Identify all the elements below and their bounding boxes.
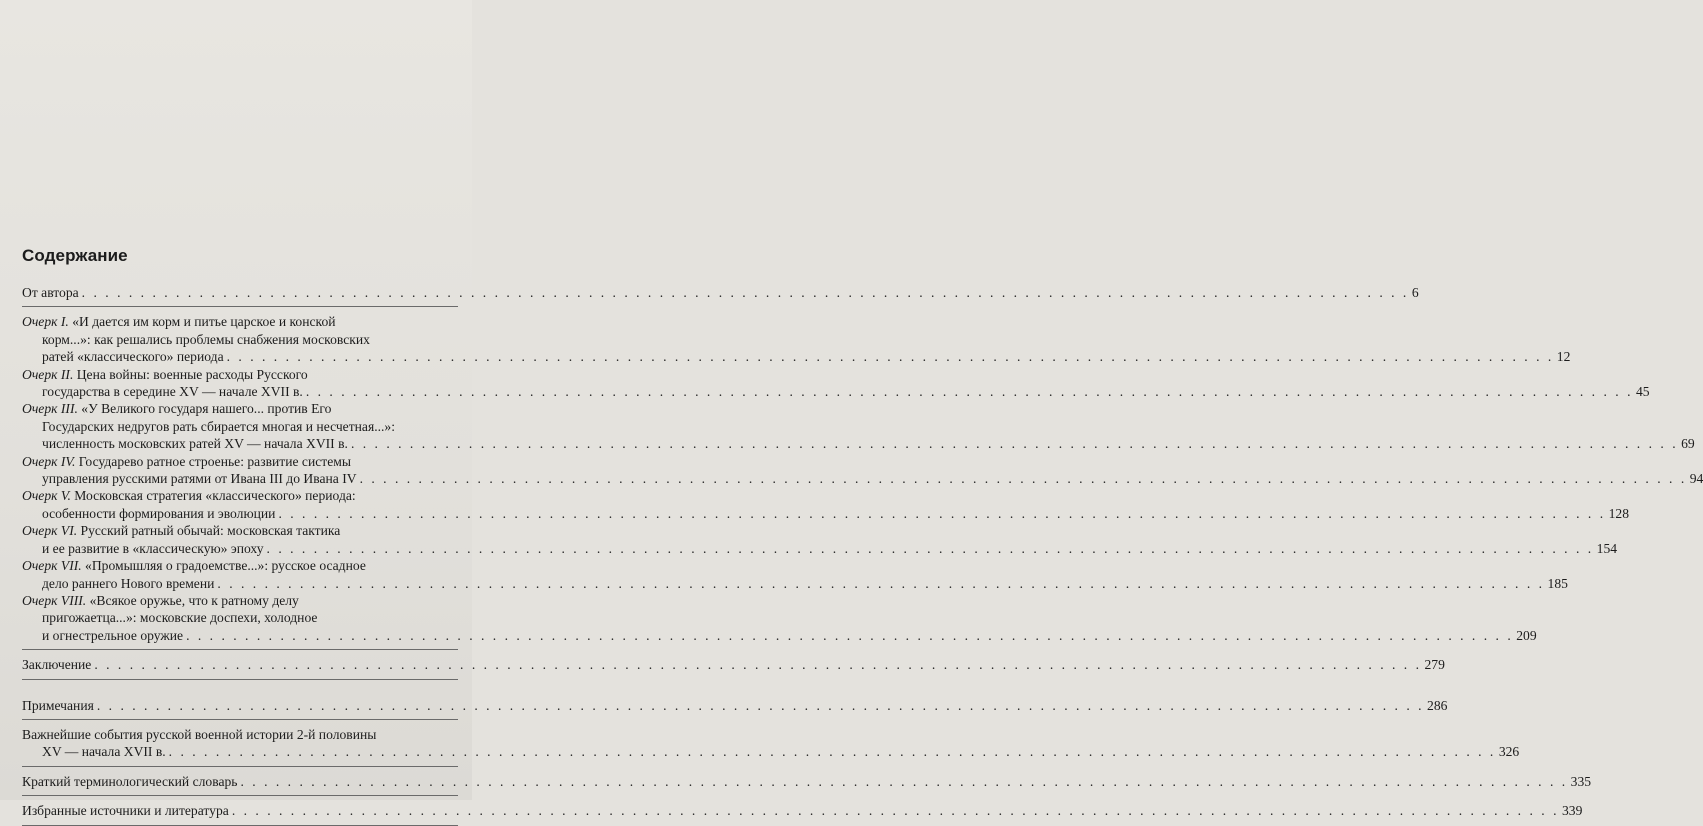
toc-entry-author <box>22 284 1419 301</box>
toc-entry-title: управления русскими ратями от Ивана III до Ивана IV <box>42 471 357 487</box>
toc-entry-title: Государево ратное строенье: развитие системы <box>75 453 351 469</box>
toc-entry-title: «У Великого государя нашего... против Его <box>77 401 332 417</box>
toc-line: Государских недругов рать сбирается многая и несчетная...»: <box>42 418 395 434</box>
toc-entry-essay-8 <box>22 592 1537 644</box>
divider <box>22 825 458 826</box>
divider <box>22 795 458 796</box>
toc-line: Важнейшие события русской военной истории 2-й половины <box>22 726 377 742</box>
toc-entry-title: Заключение <box>22 657 92 673</box>
toc-entry-essay-1 <box>22 313 1571 365</box>
toc-line <box>22 743 1520 760</box>
leader-dots <box>267 540 1594 557</box>
toc-line <box>22 540 1618 557</box>
page-number: 279 <box>1424 657 1445 673</box>
essay-number: Очерк V. <box>22 488 71 504</box>
leader-dots <box>360 470 1687 487</box>
toc-line <box>22 348 1571 365</box>
page-number: 185 <box>1547 575 1568 591</box>
divider <box>22 649 458 650</box>
toc-line <box>22 284 1419 301</box>
leader-dots <box>240 773 1567 790</box>
leader-dots <box>186 627 1513 644</box>
toc-entry-title: От автора <box>22 285 79 300</box>
page-number: 45 <box>1635 384 1650 400</box>
toc-entry-title: численность московских ратей XV — начала XVII в. <box>42 436 348 452</box>
toc-entry-essay-2 <box>22 366 1650 401</box>
page-number: 69 <box>1681 436 1695 452</box>
toc-entry-events <box>22 726 1520 761</box>
toc-line <box>22 453 458 470</box>
toc-entry-essay-6 <box>22 522 1618 557</box>
toc-entry-title: дело раннего Нового времени <box>42 575 215 591</box>
page-title: Содержание <box>22 246 128 265</box>
toc-entry-title: государства в середине XV — начале XVII в. <box>42 384 303 400</box>
toc-entry-title: Избранные источники и литература <box>22 803 229 819</box>
toc-entry-notes <box>22 697 1448 714</box>
toc-line <box>22 802 1583 819</box>
toc-entry-title: Цена войны: военные расходы Русского <box>73 366 308 382</box>
toc-entry-title: и ее развитие в «классическую» эпоху <box>42 540 264 556</box>
toc-line <box>22 470 1703 487</box>
toc-entry-title: ратей «классического» периода <box>42 349 224 365</box>
essay-number: Очерк I. <box>22 314 69 330</box>
toc-entry-title: Примечания <box>22 697 94 713</box>
toc-line <box>22 773 1592 790</box>
essay-number: Очерк III. <box>22 401 78 417</box>
page-number: 286 <box>1427 697 1448 713</box>
toc-entry-essay-5 <box>22 487 1629 522</box>
leader-dots <box>94 656 1421 673</box>
toc-entry-conclusion <box>22 656 1445 673</box>
toc-entry-title: и огнестрельное оружие <box>42 627 184 643</box>
divider <box>22 679 458 680</box>
leader-dots <box>278 505 1605 522</box>
page-number: 209 <box>1516 627 1537 643</box>
toc-entry-title: «Промышляя о градоемстве...»: русское осадное <box>81 558 366 574</box>
toc-line: корм...»: как решались проблемы снабжения московских <box>42 331 370 347</box>
page-number: 6 <box>1411 285 1419 300</box>
divider <box>22 306 458 307</box>
toc-entry-title: особенности формирования и эволюции <box>42 505 276 521</box>
toc-line <box>22 435 1695 452</box>
toc-line <box>22 557 458 574</box>
page-number: 128 <box>1608 505 1629 521</box>
toc-entry-title: XV — начала XVII в. <box>42 744 166 760</box>
leader-dots <box>232 802 1559 819</box>
toc-entry-title: Краткий терминологический словарь <box>22 773 238 789</box>
essay-number: Очерк II. <box>22 366 74 382</box>
toc-line <box>22 383 1650 400</box>
page-number: 94 <box>1689 471 1703 487</box>
toc-line <box>22 592 458 609</box>
divider <box>22 766 458 767</box>
toc-entry-title: «Всякое оружье, что к ратному делу <box>86 592 299 608</box>
toc-entry-title: Московская стратегия «классического» периода: <box>70 488 356 504</box>
table-of-contents <box>22 284 1703 826</box>
page-number: 339 <box>1561 803 1583 819</box>
toc-line <box>22 505 1629 522</box>
toc-line <box>22 656 1445 673</box>
toc-line <box>22 522 458 539</box>
toc-line <box>22 697 1448 714</box>
essay-number: Очерк VI. <box>22 523 78 539</box>
toc-line <box>22 313 458 330</box>
toc-entry-essay-7 <box>22 557 1568 592</box>
divider <box>22 719 458 720</box>
toc-entry-title: Русский ратный обычай: московская тактика <box>77 523 341 539</box>
toc-entry-title: «И дается им корм и питье царское и конской <box>68 314 336 330</box>
page-number: 12 <box>1556 349 1571 365</box>
page-number: 335 <box>1570 773 1592 789</box>
toc-entry-essay-4 <box>22 453 1703 488</box>
essay-number: Очерк VIII. <box>22 592 87 608</box>
essay-number: Очерк VII. <box>22 558 82 574</box>
leader-dots <box>82 284 1409 301</box>
essay-number: Очерк IV. <box>22 453 76 469</box>
leader-dots <box>217 575 1544 592</box>
toc-line <box>22 627 1537 644</box>
leader-dots <box>97 697 1424 714</box>
toc-line <box>22 366 458 383</box>
toc-entry-sources <box>22 802 1583 819</box>
toc-line <box>22 487 458 504</box>
page-number: 326 <box>1498 744 1520 760</box>
toc-line: пригожаетца...»: московские доспехи, холодное <box>42 610 318 626</box>
leader-dots <box>351 435 1678 452</box>
leader-dots <box>227 348 1554 365</box>
page-number: 154 <box>1596 540 1618 556</box>
toc-entry-glossary <box>22 773 1592 790</box>
toc-line <box>22 575 1568 592</box>
leader-dots <box>169 743 1496 760</box>
leader-dots <box>306 383 1633 400</box>
toc-entry-essay-3 <box>22 400 1695 452</box>
toc-line <box>22 400 458 417</box>
